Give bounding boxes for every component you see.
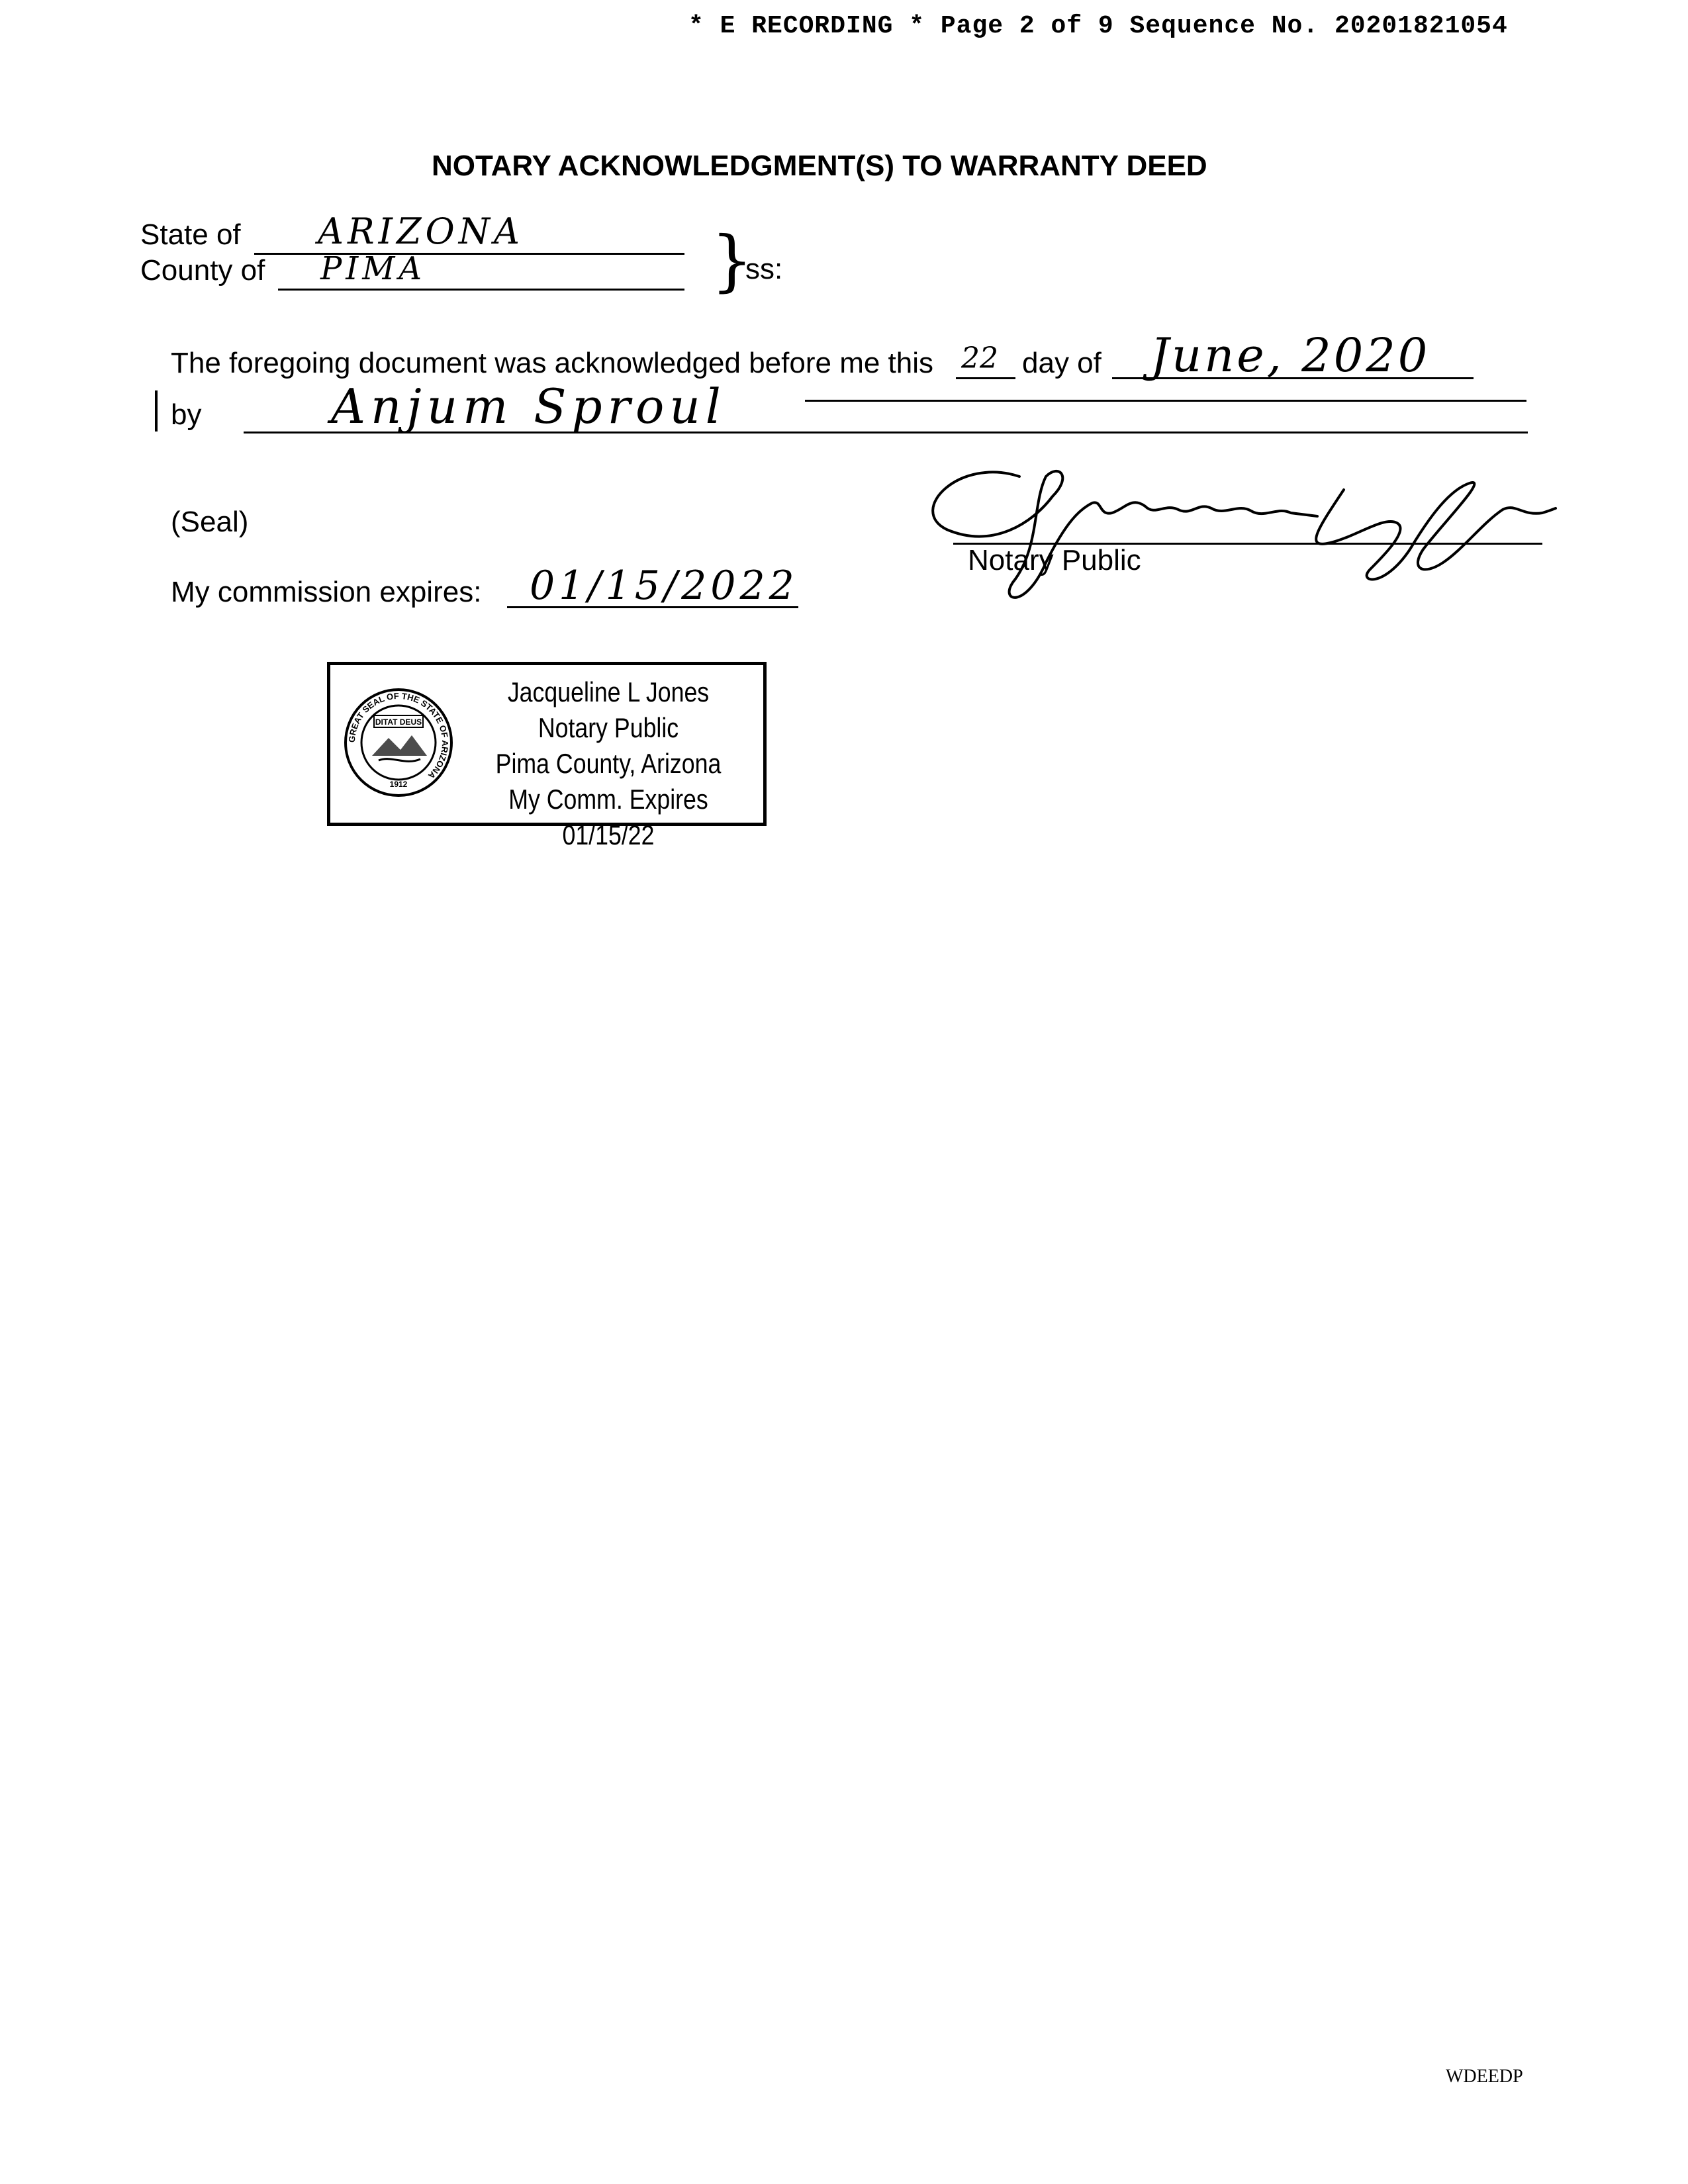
notary-signature [920,450,1556,622]
commission-value: 01/15/2022 [530,563,798,609]
seal-motto: DITAT DEUS [375,717,422,727]
seal-ring-text: GREAT SEAL OF THE STATE OF ARIZONA [346,690,451,781]
state-line [254,253,684,255]
stamp-title: Notary Public [538,712,679,743]
document-title: NOTARY ACKNOWLEDGMENT(S) TO WARRANTY DEED [432,150,1207,182]
seal-label: (Seal) [171,506,249,538]
county-value: PIMA [320,250,426,287]
ack-text: The foregoing document was acknowledged before me this [171,347,934,379]
commission-label: My commission expires: [171,576,482,608]
footer-code: WDEEDP [1446,2066,1523,2087]
by-value: Anjum Sproul [331,379,726,434]
recording-header: * E RECORDING * Page 2 of 9 Sequence No. 20201821054 [688,12,1508,40]
stamp-text-block [456,674,761,853]
day-line [956,377,1015,379]
state-label: State of [140,218,241,251]
seal-year: 1912 [389,780,408,789]
notary-stamp [327,662,767,850]
by-label: by [171,398,202,431]
day-of-label: day of [1022,347,1102,379]
ss-label: ss: [745,253,783,285]
stamp-expiry: My Comm. Expires 01/15/22 [508,784,708,850]
day-value: 22 [961,341,998,375]
state-value: ARIZONA [318,210,524,252]
notary-public-label: Notary Public [968,544,1141,576]
margin-mark [155,390,158,432]
stamp-name: Jacqueline L Jones [507,676,710,707]
bracket: } [711,222,753,299]
stamp-county: Pima County, Arizona [495,748,722,779]
county-label: County of [140,254,265,287]
arizona-seal-icon [342,686,455,799]
county-line [278,289,684,291]
month-year-value: June, 2020 [1150,328,1430,383]
by-upper-line [805,400,1526,402]
